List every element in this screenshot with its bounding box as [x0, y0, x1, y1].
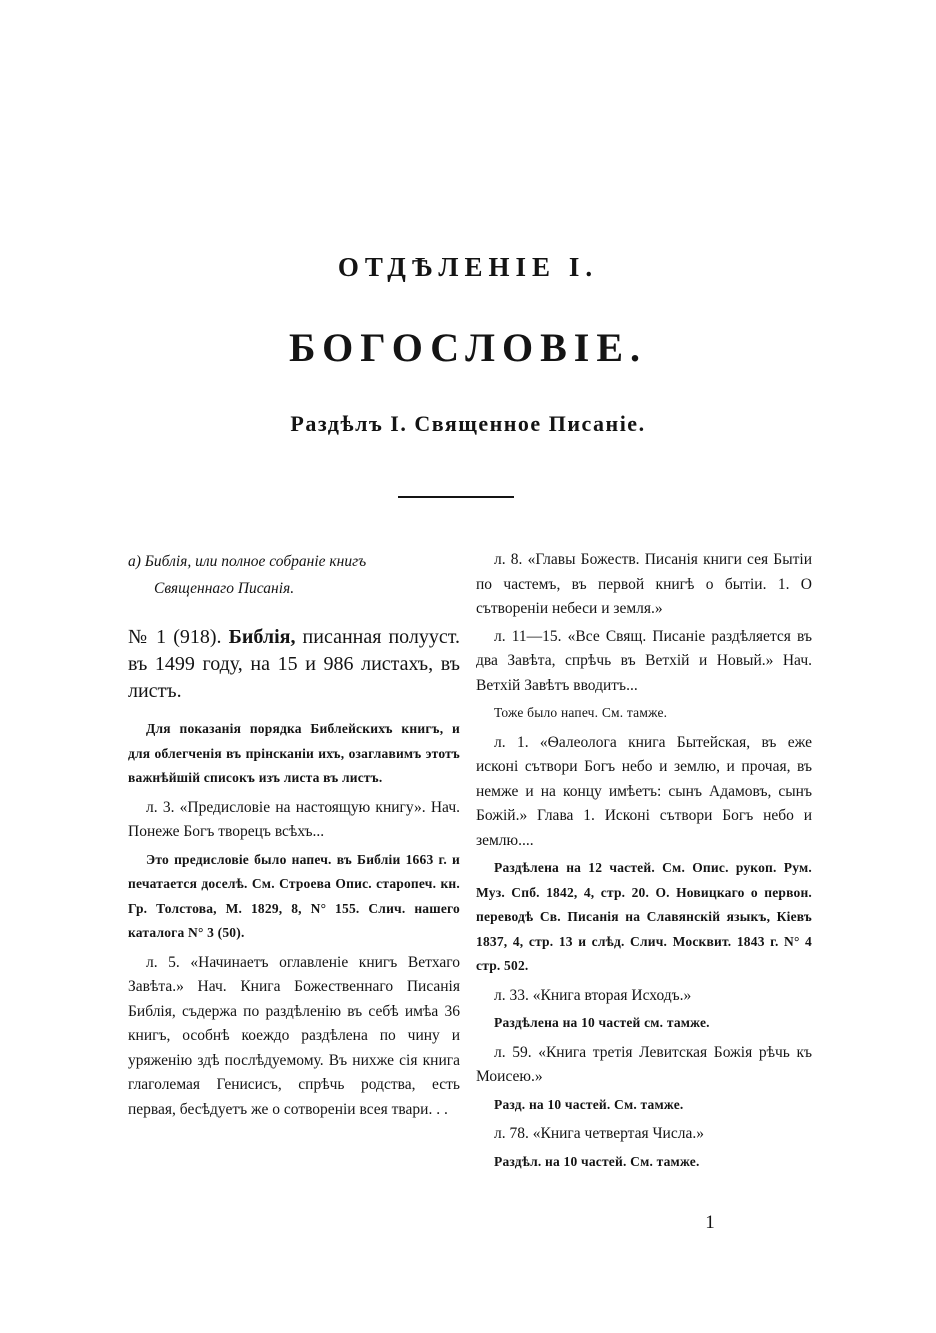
entry-heading [128, 624, 460, 705]
left-column [128, 548, 460, 1125]
paragraph-l5: л. 5. «Начинаетъ оглавленіе книгъ Ветхаго Завѣта.» Нач. Книга Божественнаго Писанія Библія, съдержа по раздѣленію въ себѣ имѣа 36 книгъ, особнѣ коеждо раздѣлена по чину и уряженію здѣ послѣдуемому. Въ нихже сія книга глаголемая Генисисъ, спрѣчь родства, есть первая, бесѣдуетъ же о сотвореніи всея твари. . . [128, 953, 460, 1118]
subject-heading: БОГОСЛОВІЕ. [288, 325, 648, 370]
section-heading: Раздѣлъ I. Священное Писаніе. [290, 411, 646, 436]
note-l1: Раздѣлена на 12 частей. См. Опис. рукоп. Рум. Муз. Спб. 1842, 4, стр. 20. О. Новицкаго о первон. переводѣ Св. Писанія на Славянскій языкъ, Кіевъ 1837, 4, стр. 13 и слѣд. Слич. Москвит. 1843 г. N° 4 стр. 502. [476, 860, 812, 973]
note-l59: Разд. на 10 частей. См. тамже. [494, 1096, 684, 1112]
entry-description: писанная полууст. въ 1499 году, на 15 и 986 листахъ, въ листъ. [128, 626, 461, 702]
note-l78: Раздѣл. на 10 частей. См. тамже. [494, 1153, 700, 1169]
section-title [128, 548, 460, 602]
intro-note: Для показанія порядка Библейскихъ книгъ, и для облегченія въ прінсканіи ихъ, озаглавимъ этотъ важнѣйшій списокъ изъ листа въ листъ. [128, 721, 460, 785]
section-title-line2: Священнаго Писанія. [154, 580, 295, 597]
page-number: 1 [705, 1212, 715, 1233]
entry-number: № 1 (918). [128, 626, 222, 648]
note-l33: Раздѣлена на 10 частей см. тамже. [494, 1015, 710, 1030]
paragraph-l3: л. 3. «Предисловіе на настоящую книгу». Нач. Понеже Богъ творецъ всѣхъ... [128, 798, 460, 840]
paragraph-l59: л. 59. «Книга третія Левитская Божія рѣчь къ Моисею.» [476, 1043, 812, 1085]
section-title-line1: а) Библія, или полное собраніе книгъ [128, 553, 367, 570]
division-heading: ОТДѢЛЕНІЕ I. [337, 252, 599, 282]
entry-title: Библія, [228, 626, 296, 648]
note-l3: Это предисловіе было напеч. въ Библіи 1663 г. и печатается доселѣ. См. Строева Опис. старопеч. кн. Гр. Толстова, М. 1829, 8, N° 155. Слич. нашего каталога N° 3 (50). [128, 851, 460, 940]
right-column [476, 548, 812, 1179]
paragraph-l1: л. 1. «Ѳалеолога книга Бытейская, въ еже исконі сътвори Богъ небо и землю, и прочая, въ немже и на концу имѣетъ: сынъ Адамовъ, сынъ Божій.» Глава 1. Исконі сътвори Богъ небо и землю.... [476, 733, 812, 849]
paragraph-l78: л. 78. «Книга четвертая Числа.» [494, 1125, 704, 1142]
paragraph-l8: л. 8. «Главы Божеств. Писанія книги сея Бытіи по частемъ, въ первой книгѣ о бытіи. 1. О сътвореніи небеси и земля.» [476, 551, 812, 617]
note-l11: Тоже было напеч. См. тамже. [494, 705, 668, 720]
paragraph-l11: л. 11—15. «Все Свящ. Писаніе раздѣляется въ два Завѣта, спрѣчь въ Ветхій и Новый.» Нач. Ветхій Завѣтъ вводитъ... [476, 627, 812, 694]
divider-rule [398, 496, 514, 498]
paragraph-l33: л. 33. «Книга вторая Исходъ.» [494, 986, 692, 1004]
